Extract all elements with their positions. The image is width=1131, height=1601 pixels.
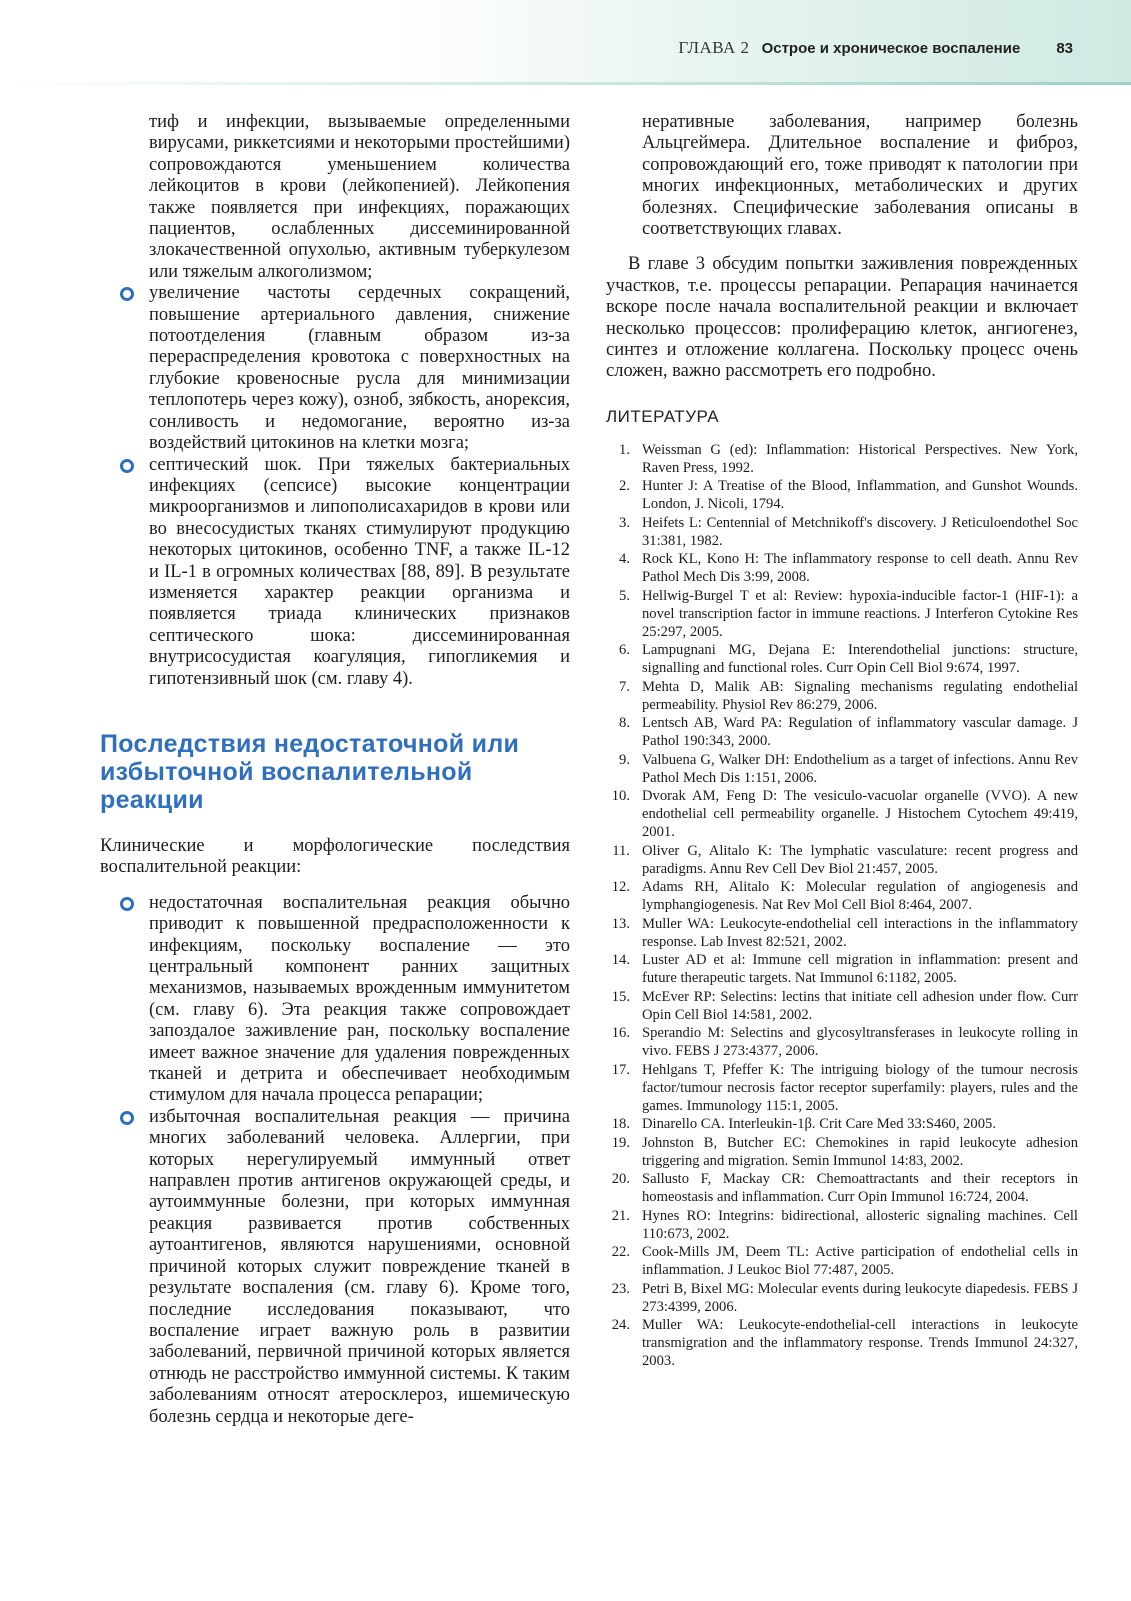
- reference-item: [606, 751, 1078, 787]
- bullet-icon: [120, 459, 134, 473]
- list-item: [100, 1107, 570, 1428]
- reference-number: 21.: [611, 1207, 630, 1224]
- reference-number: 7.: [619, 678, 630, 695]
- bullet-text: увеличение частоты сердечных сокращений, повышение артериального давления, снижение потоотделения (главным образом из-за перераспределения кровотока с поверхностных на глубокие кровеносные русла для минимизации теплопотерь через кожу), озноб, зябкость, анорексия, сонливость и недомогание, вероятно из-за воздействий цитокинов на клетки мозга;: [149, 283, 570, 454]
- continuation-paragraph: неративные заболевания, например болезнь Альцгеймера. Длительное воспаление и фиброз, сопровождающий его, тоже приводят к патологии при многих инфекционных, метаболических и других болезнях. Специфические заболевания описаны в соответствующих главах.: [642, 112, 1078, 240]
- symptom-list: [100, 283, 570, 690]
- reference-item: [606, 878, 1078, 914]
- reference-item: [606, 842, 1078, 878]
- reference-text: McEver RP: Selectins: lectins that initiate cell adhesion under flow. Curr Opin Cell Biol 14:581, 2002.: [642, 988, 1078, 1023]
- reference-number: 23.: [611, 1280, 630, 1297]
- reference-number: 3.: [619, 514, 630, 531]
- reference-text: Lampugnani MG, Dejana E: Interendothelial junctions: structure, signalling and functional roles. Curr Opin Cell Biol 9:674, 1997.: [642, 642, 1078, 677]
- reference-text: Sperandio M: Selectins and glycosyltransferases in leukocyte rolling in vivo. FEBS J 273:4377, 2006.: [642, 1025, 1078, 1060]
- right-column: [606, 112, 1078, 1371]
- reference-item: [606, 1115, 1078, 1133]
- reference-number: 11.: [612, 842, 630, 859]
- page-header-rule: [0, 82, 1131, 85]
- reference-item: [606, 1170, 1078, 1206]
- reference-number: 12.: [611, 879, 630, 896]
- reference-text: Hynes RO: Integrins: bidirectional, allosteric signaling machines. Cell 110:673, 2002.: [642, 1207, 1078, 1242]
- page-header: [678, 38, 1073, 58]
- reference-text: Dinarello CA. Interleukin-1β. Crit Care Med 33:S460, 2005.: [642, 1116, 996, 1133]
- reference-text: Heifets L: Centennial of Metchnikoff's discovery. J Reticuloendothel Soc 31:381, 1982.: [642, 514, 1078, 549]
- reference-text: Luster AD et al: Immune cell migration in inflammation: present and future therapeutic targets. Nat Immunol 6:1182, 2005.: [642, 952, 1078, 987]
- literature-heading: ЛИТЕРАТУРА: [606, 406, 720, 426]
- reference-text: Muller WA: Leukocyte-endothelial-cell interactions in leukocyte transmigration and the inflammatory response. Trends Immunol 24:327, 2003.: [642, 1317, 1078, 1370]
- bullet-text: недостаточная воспалительная реакция обычно приводит к повышенной предрасположенности к инфекциям, поскольку воспаление — это центральный компонент ранних защитных механизмов, называемых врожденным иммунитетом (см. главу 6). Эта реакция также сопровождает запоздалое заживление ран, поскольку воспаление имеет важное значение для удаления поврежденных тканей и детрита и обеспечивает необходимым стимулом для начала процесса репарации;: [149, 892, 570, 1106]
- reference-number: 5.: [619, 587, 630, 604]
- bullet-icon: [120, 1111, 134, 1125]
- bullet-text: избыточная воспалительная реакция — причина многих заболеваний человека. Аллергии, при которых нерегулируемый иммунный ответ направлен против антигенов окружающей среды, и аутоиммунные болезни, при которых иммунная реакция развивается против собственных аутоантигенов, являются нарушениями, основной причиной которых служит повреждение тканей в результате воспаления (см. главу 6). Кроме того, последние исследования показывают, что воспаление играет важную роль в развитии заболеваний, первичной причиной которых является отнюдь не расстройство иммунной системы. К таким заболеваниям относят атеросклероз, ишемическую болезнь сердца и некоторые деге-: [149, 1106, 570, 1427]
- reference-item: [606, 1316, 1078, 1370]
- reference-text: Rock KL, Kono H: The inflammatory response to cell death. Annu Rev Pathol Mech Dis 3:99, 2008.: [642, 551, 1078, 586]
- reference-number: 15.: [611, 988, 630, 1005]
- reference-item: [606, 988, 1078, 1024]
- reference-number: 17.: [611, 1061, 630, 1078]
- reference-number: 20.: [611, 1171, 630, 1188]
- reference-number: 24.: [611, 1317, 630, 1334]
- left-column: [100, 112, 570, 1428]
- page-number: 83: [1056, 40, 1073, 57]
- reference-text: Dvorak AM, Feng D: The vesiculo-vacuolar organelle (VVO). A new endothelial cell permeability organelle. J Histochem Cytochem 49:419, 2001.: [642, 788, 1078, 841]
- reference-item: [606, 951, 1078, 987]
- bullet-icon: [120, 897, 134, 911]
- bullet-text: септический шок. При тяжелых бактериальных инфекциях (сепсисе) высокие концентрации микроорганизмов и липополисахаридов в крови или во внесосудистых тканях стимулируют продукцию некоторых цитокинов, особенно TNF, а также IL-12 и IL-1 в огромных количествах [88, 89]. В результате изменяется характер реакции организма и появляется триада клинических признаков септического шока: диссеминированная внутрисосудистая коагуляция, гипогликемия и гипотензивный шок (см. главу 4).: [149, 454, 570, 689]
- reference-item: [606, 1243, 1078, 1279]
- reference-item: [606, 477, 1078, 513]
- reference-item: [606, 514, 1078, 550]
- reference-text: Cook-Mills JM, Deem TL: Active participation of endothelial cells in inflammation. J Leukoc Biol 77:487, 2005.: [642, 1244, 1078, 1279]
- reference-number: 10.: [611, 788, 630, 805]
- section-intro: Клинические и морфологические последствия воспалительной реакции:: [100, 835, 570, 878]
- reference-number: 6.: [619, 642, 630, 659]
- reference-number: 8.: [619, 715, 630, 732]
- reference-item: [606, 1061, 1078, 1115]
- reference-text: Muller WA: Leukocyte-endothelial cell interactions in the inflammatory response. Lab Invest 82:521, 2002.: [642, 915, 1078, 950]
- reference-number: 1.: [619, 441, 630, 458]
- reference-item: [606, 1207, 1078, 1243]
- reference-number: 9.: [619, 751, 630, 768]
- reference-text: Mehta D, Malik AB: Signaling mechanisms regulating endothelial permeability. Physiol Rev 86:279, 2006.: [642, 678, 1078, 713]
- reference-number: 2.: [619, 478, 630, 495]
- reference-number: 4.: [619, 551, 630, 568]
- reference-number: 22.: [611, 1244, 630, 1261]
- reference-text: Sallusto F, Mackay CR: Chemoattractants and their receptors in homeostasis and inflammation. Curr Opin Immunol 16:724, 2004.: [642, 1171, 1078, 1206]
- reference-text: Hehlgans T, Pfeffer K: The intriguing biology of the tumour necrosis factor/tumour necrosis factor receptor superfamily: players, rules and the games. Immunology 115:1, 2005.: [642, 1061, 1078, 1114]
- consequence-list: [100, 893, 570, 1428]
- reference-item: [606, 641, 1078, 677]
- reference-text: Petri B, Bixel MG: Molecular events during leukocyte diapedesis. FEBS J 273:4399, 2006.: [642, 1280, 1078, 1315]
- bullet-icon: [120, 287, 134, 301]
- chapter-label: ГЛАВА 2: [678, 38, 750, 57]
- reference-item: [606, 1134, 1078, 1170]
- reference-item: [606, 1024, 1078, 1060]
- reference-item: [606, 550, 1078, 586]
- reference-list: [606, 441, 1078, 1371]
- reference-number: 14.: [611, 952, 630, 969]
- repair-paragraph: В главе 3 обсудим попытки заживления поврежденных участков, т.е. процессы репарации. Репарация начинается вскоре после начала воспалительной реакции и включает несколько процессов: пролиферацию клеток, ангиогенез, синтез и отложение коллагена. Поскольку процесс очень сложен, важно рассмотреть его подробно.: [606, 254, 1078, 382]
- list-item: [100, 893, 570, 1107]
- reference-text: Weissman G (ed): Inflammation: Historical Perspectives. New York, Raven Press, 1992.: [642, 441, 1078, 476]
- reference-item: [606, 441, 1078, 477]
- reference-text: Valbuena G, Walker DH: Endothelium as a target of infections. Annu Rev Pathol Mech Dis 1:151, 2006.: [642, 751, 1078, 786]
- reference-item: [606, 587, 1078, 641]
- reference-item: [606, 714, 1078, 750]
- section-heading: Последствия недостаточной или избыточной воспалительной реакции: [100, 729, 520, 814]
- list-item: [100, 455, 570, 690]
- reference-text: Oliver G, Alitalo K: The lymphatic vasculature: recent progress and paradigms. Annu Rev Cell Dev Biol 21:457, 2005.: [642, 842, 1078, 877]
- reference-item: [606, 787, 1078, 841]
- list-item: [100, 283, 570, 454]
- chapter-title: Острое и хроническое воспаление: [761, 40, 1021, 57]
- reference-number: 18.: [611, 1116, 630, 1133]
- reference-number: 16.: [611, 1025, 630, 1042]
- reference-number: 13.: [611, 915, 630, 932]
- reference-text: Johnston B, Butcher EC: Chemokines in rapid leukocyte adhesion triggering and migration. Semin Immunol 14:83, 2002.: [642, 1134, 1078, 1169]
- reference-text: Adams RH, Alitalo K: Molecular regulation of angiogenesis and lymphangiogenesis. Nat Rev Mol Cell Biol 8:464, 2007.: [642, 879, 1078, 914]
- reference-text: Hunter J: A Treatise of the Blood, Inflammation, and Gunshot Wounds. London, J. Nicoli, 1794.: [642, 478, 1078, 513]
- reference-item: [606, 1280, 1078, 1316]
- intro-paragraph: тиф и инфекции, вызываемые определенными вирусами, риккетсиями и некоторыми простейшими) сопровождаются уменьшением количества лейкоцитов в крови (лейкопенией). Лейкопения также появляется при инфекциях, поражающих пациентов, ослабленных диссеминированной злокачественной опухолью, активным туберкулезом или тяжелым алкоголизмом;: [149, 112, 570, 282]
- reference-text: Hellwig-Burgel T et al: Review: hypoxia-inducible factor-1 (HIF-1): a novel transcription factor in immune reactions. J Interferon Cytokine Res 25:297, 2005.: [642, 587, 1078, 640]
- reference-number: 19.: [611, 1134, 630, 1151]
- reference-text: Lentsch AB, Ward PA: Regulation of inflammatory vascular damage. J Pathol 190:343, 2000.: [642, 715, 1078, 750]
- reference-item: [606, 678, 1078, 714]
- reference-item: [606, 915, 1078, 951]
